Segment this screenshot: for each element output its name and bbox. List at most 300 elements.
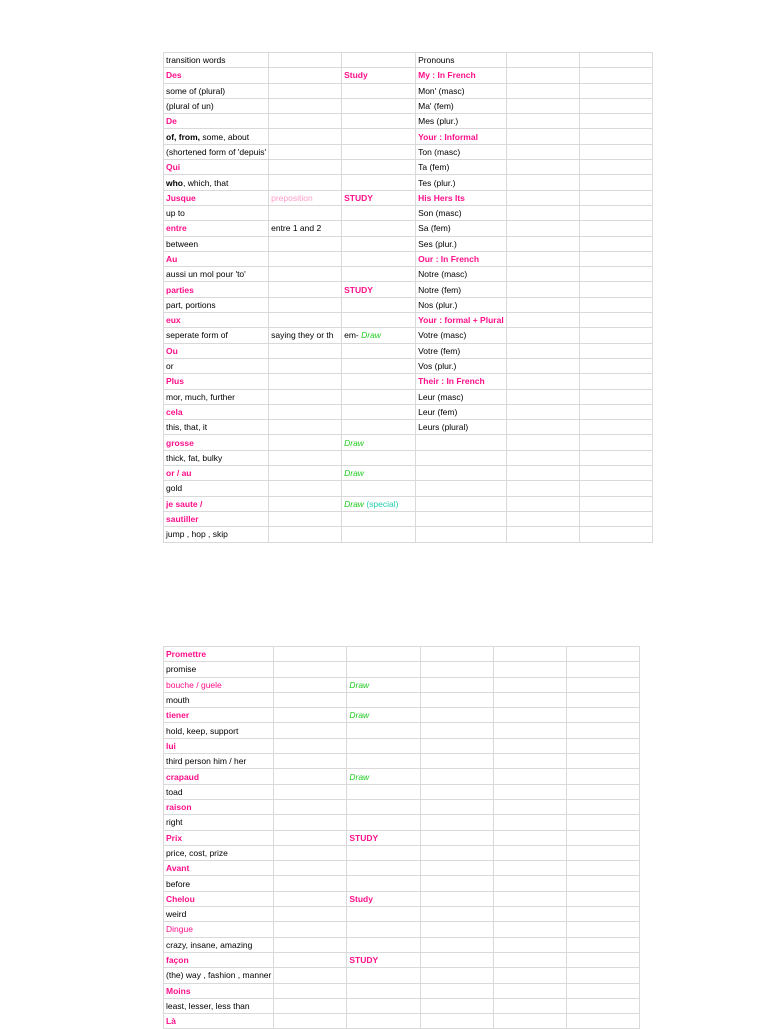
cell[interactable] [506,358,579,373]
cell[interactable] [342,98,416,113]
cell[interactable] [342,267,416,282]
cell[interactable] [494,998,567,1013]
cell[interactable]: mor, much, further [164,389,269,404]
cell[interactable] [347,815,421,830]
cell[interactable] [494,769,567,784]
cell[interactable]: Study [347,891,421,906]
cell[interactable]: Ma' (fem) [416,98,507,113]
cell[interactable]: bouche / guele [164,677,274,692]
cell[interactable] [274,845,347,860]
cell[interactable] [342,374,416,389]
cell[interactable] [494,784,567,799]
cell[interactable] [494,738,567,753]
cell[interactable] [567,876,640,891]
cell[interactable]: Our : In French [416,251,507,266]
cell[interactable] [494,937,567,952]
cell[interactable] [342,496,416,511]
cell[interactable] [342,527,416,542]
cell[interactable] [274,998,347,1013]
cell[interactable] [567,647,640,662]
cell[interactable]: Plus [164,374,269,389]
cell[interactable] [506,389,579,404]
cell[interactable] [347,983,421,998]
cell[interactable] [494,876,567,891]
cell[interactable] [579,481,652,496]
cell[interactable]: price, cost, prize [164,845,274,860]
cell[interactable]: right [164,815,274,830]
cell[interactable] [579,175,652,190]
cell[interactable] [567,861,640,876]
cell[interactable] [506,221,579,236]
cell[interactable] [421,799,494,814]
cell[interactable] [506,236,579,251]
cell[interactable] [164,175,269,190]
cell[interactable] [274,907,347,922]
cell[interactable] [567,830,640,845]
cell[interactable]: transition words [164,53,269,68]
cell[interactable]: Leurs (plural) [416,420,507,435]
cell[interactable] [269,343,342,358]
cell[interactable]: toad [164,784,274,799]
cell[interactable] [567,799,640,814]
cell[interactable] [269,68,342,83]
cell[interactable] [579,190,652,205]
cell[interactable]: or [164,358,269,373]
cell[interactable] [494,677,567,692]
cell[interactable] [269,358,342,373]
cell[interactable] [269,98,342,113]
cell[interactable] [506,98,579,113]
cell[interactable]: My : In French [416,68,507,83]
cell[interactable]: Jusque [164,190,269,205]
cell[interactable]: some of (plural) [164,83,269,98]
cell[interactable] [416,511,507,526]
cell[interactable]: Nos (plur.) [416,297,507,312]
cell[interactable] [347,799,421,814]
cell[interactable] [421,1014,494,1029]
cell[interactable] [274,815,347,830]
cell[interactable] [567,769,640,784]
cell[interactable] [506,175,579,190]
cell[interactable] [274,922,347,937]
cell[interactable] [494,952,567,967]
cell[interactable] [567,1014,640,1029]
cell[interactable]: Votre (masc) [416,328,507,343]
cell[interactable]: Dingue [164,922,274,937]
cell[interactable] [269,466,342,481]
cell[interactable]: Des [164,68,269,83]
cell[interactable] [579,511,652,526]
cell[interactable] [494,723,567,738]
cell[interactable] [269,144,342,159]
cell[interactable] [416,466,507,481]
cell[interactable]: aussi un mol pour 'to' [164,267,269,282]
cell[interactable] [579,129,652,144]
cell[interactable] [269,53,342,68]
cell[interactable] [579,68,652,83]
cell[interactable] [579,144,652,159]
cell[interactable] [567,677,640,692]
cell[interactable] [347,723,421,738]
cell[interactable] [269,175,342,190]
cell[interactable]: Là [164,1014,274,1029]
cell[interactable] [506,481,579,496]
cell[interactable] [274,861,347,876]
cell[interactable] [567,952,640,967]
cell[interactable] [579,53,652,68]
cell[interactable] [579,160,652,175]
cell[interactable]: gold [164,481,269,496]
cell[interactable]: STUDY [342,190,416,205]
cell[interactable] [421,937,494,952]
cell[interactable] [506,83,579,98]
cell[interactable]: third person him / her [164,754,274,769]
cell[interactable] [347,754,421,769]
cell[interactable]: Leur (masc) [416,389,507,404]
cell[interactable] [567,983,640,998]
cell[interactable] [342,53,416,68]
cell[interactable] [494,922,567,937]
cell[interactable]: entre 1 and 2 [269,221,342,236]
cell[interactable] [274,830,347,845]
cell[interactable] [506,297,579,312]
cell[interactable] [494,754,567,769]
cell[interactable] [506,160,579,175]
cell[interactable]: STUDY [347,952,421,967]
cell[interactable]: entre [164,221,269,236]
cell[interactable] [269,527,342,542]
cell[interactable] [274,677,347,692]
cell[interactable] [567,922,640,937]
cell[interactable] [506,282,579,297]
cell[interactable] [579,404,652,419]
cell[interactable]: Draw [347,769,421,784]
cell[interactable] [342,175,416,190]
cell[interactable]: or / au [164,466,269,481]
cell[interactable] [274,937,347,952]
cell[interactable]: façon [164,952,274,967]
cell[interactable] [506,435,579,450]
cell[interactable] [579,435,652,450]
cell[interactable]: Ton (masc) [416,144,507,159]
cell[interactable]: cela [164,404,269,419]
cell[interactable] [274,647,347,662]
cell[interactable] [506,328,579,343]
cell[interactable]: Their : In French [416,374,507,389]
cell[interactable] [269,374,342,389]
cell[interactable]: seperate form of [164,328,269,343]
cell[interactable] [567,968,640,983]
cell[interactable] [342,251,416,266]
cell[interactable] [347,861,421,876]
cell[interactable] [567,891,640,906]
cell[interactable] [416,527,507,542]
cell[interactable]: mouth [164,692,274,707]
cell[interactable] [269,129,342,144]
cell[interactable] [342,144,416,159]
cell[interactable] [416,450,507,465]
cell[interactable] [347,692,421,707]
cell[interactable] [494,845,567,860]
cell[interactable] [269,267,342,282]
cell[interactable] [494,861,567,876]
cell[interactable] [269,236,342,251]
cell[interactable] [494,983,567,998]
cell[interactable] [567,662,640,677]
cell[interactable] [579,466,652,481]
cell[interactable] [274,983,347,998]
cell[interactable] [494,799,567,814]
cell[interactable] [342,83,416,98]
cell[interactable]: Ta (fem) [416,160,507,175]
cell[interactable] [579,221,652,236]
cell[interactable] [269,83,342,98]
cell[interactable] [347,647,421,662]
cell[interactable] [421,815,494,830]
cell[interactable] [347,1014,421,1029]
cell[interactable]: Sa (fem) [416,221,507,236]
cell[interactable]: between [164,236,269,251]
cell[interactable]: Draw [342,466,416,481]
cell[interactable] [274,784,347,799]
cell[interactable]: Ses (plur.) [416,236,507,251]
cell[interactable] [274,799,347,814]
cell[interactable] [567,738,640,753]
cell[interactable] [494,662,567,677]
cell[interactable] [421,677,494,692]
cell[interactable]: saying they or th [269,328,342,343]
cell[interactable] [347,907,421,922]
cell[interactable] [274,952,347,967]
cell[interactable]: Mes (plur.) [416,114,507,129]
cell[interactable]: Draw [347,708,421,723]
cell[interactable] [506,144,579,159]
cell[interactable]: lui [164,738,274,753]
cell[interactable]: this, that, it [164,420,269,435]
cell[interactable] [567,723,640,738]
cell[interactable]: sautiller [164,511,269,526]
cell[interactable] [421,922,494,937]
cell[interactable] [506,343,579,358]
cell[interactable] [579,251,652,266]
cell[interactable] [274,708,347,723]
cell[interactable] [421,876,494,891]
cell[interactable] [416,435,507,450]
cell[interactable] [269,282,342,297]
cell[interactable]: Vos (plur.) [416,358,507,373]
cell[interactable] [579,205,652,220]
cell[interactable]: part, portions [164,297,269,312]
cell[interactable] [274,891,347,906]
cell[interactable] [269,114,342,129]
cell[interactable] [494,647,567,662]
cell[interactable] [421,907,494,922]
cell[interactable] [342,328,416,343]
cell[interactable]: Tes (plur.) [416,175,507,190]
cell[interactable] [274,769,347,784]
cell[interactable] [347,922,421,937]
cell[interactable] [342,404,416,419]
cell[interactable]: Promettre [164,647,274,662]
cell[interactable] [579,496,652,511]
cell[interactable]: STUDY [347,830,421,845]
cell[interactable] [506,374,579,389]
cell[interactable]: crapaud [164,769,274,784]
cell[interactable] [494,692,567,707]
cell[interactable] [506,114,579,129]
cell[interactable]: Chelou [164,891,274,906]
cell[interactable]: eux [164,313,269,328]
cell[interactable]: Your : Informal [416,129,507,144]
cell[interactable] [494,1014,567,1029]
cell[interactable] [506,420,579,435]
cell[interactable] [421,784,494,799]
cell[interactable] [269,389,342,404]
cell[interactable] [506,450,579,465]
cell[interactable] [274,662,347,677]
cell[interactable] [416,481,507,496]
cell[interactable] [506,466,579,481]
cell[interactable] [269,481,342,496]
cell[interactable]: raison [164,799,274,814]
cell[interactable] [506,496,579,511]
cell[interactable] [269,420,342,435]
cell[interactable]: crazy, insane, amazing [164,937,274,952]
cell[interactable]: Mon' (masc) [416,83,507,98]
cell[interactable] [274,692,347,707]
cell[interactable]: preposition [269,190,342,205]
cell[interactable] [421,723,494,738]
cell[interactable]: Pronouns [416,53,507,68]
cell[interactable] [342,114,416,129]
cell[interactable] [342,297,416,312]
cell[interactable] [269,205,342,220]
cell[interactable]: parties [164,282,269,297]
cell[interactable]: Au [164,251,269,266]
cell[interactable] [506,53,579,68]
cell[interactable] [342,205,416,220]
cell[interactable] [274,1014,347,1029]
cell[interactable] [274,876,347,891]
cell[interactable] [579,83,652,98]
cell[interactable] [579,313,652,328]
cell[interactable] [347,937,421,952]
cell[interactable]: (the) way , fashion , manner [164,968,274,983]
cell[interactable] [342,313,416,328]
cell[interactable] [579,389,652,404]
cell[interactable] [347,662,421,677]
cell[interactable] [579,98,652,113]
cell[interactable] [494,815,567,830]
cell[interactable]: Your : formal + Plural [416,313,507,328]
cell[interactable] [342,481,416,496]
cell[interactable] [421,861,494,876]
cell[interactable] [421,662,494,677]
cell[interactable] [342,221,416,236]
cell[interactable] [579,450,652,465]
cell[interactable]: Study [342,68,416,83]
cell[interactable] [269,496,342,511]
cell[interactable] [567,754,640,769]
cell[interactable] [421,968,494,983]
cell[interactable] [342,389,416,404]
cell[interactable] [579,527,652,542]
cell[interactable] [506,190,579,205]
cell[interactable] [269,160,342,175]
cell[interactable] [579,114,652,129]
cell[interactable] [274,738,347,753]
cell[interactable] [579,343,652,358]
cell[interactable]: Ou [164,343,269,358]
cell[interactable] [274,754,347,769]
cell[interactable] [342,450,416,465]
cell[interactable]: Notre (fem) [416,282,507,297]
cell[interactable]: least, lesser, less than [164,998,274,1013]
cell[interactable]: je saute / [164,496,269,511]
cell[interactable]: Prix [164,830,274,845]
cell[interactable] [506,404,579,419]
cell[interactable] [506,527,579,542]
cell[interactable] [269,511,342,526]
cell[interactable] [164,129,269,144]
cell[interactable]: Leur (fem) [416,404,507,419]
cell[interactable]: promise [164,662,274,677]
cell[interactable] [506,68,579,83]
cell[interactable]: Moins [164,983,274,998]
cell[interactable] [579,297,652,312]
cell[interactable] [567,784,640,799]
cell[interactable] [494,708,567,723]
cell[interactable]: De [164,114,269,129]
cell[interactable] [567,937,640,952]
cell[interactable] [421,708,494,723]
cell[interactable]: (plural of un) [164,98,269,113]
cell[interactable] [567,907,640,922]
cell[interactable] [274,968,347,983]
cell[interactable] [269,313,342,328]
cell[interactable] [347,784,421,799]
cell[interactable] [347,968,421,983]
cell[interactable] [579,420,652,435]
cell[interactable]: STUDY [342,282,416,297]
cell[interactable] [494,907,567,922]
cell[interactable]: Notre (masc) [416,267,507,282]
cell[interactable]: tiener [164,708,274,723]
cell[interactable]: (shortened form of 'depuis' [164,144,269,159]
cell[interactable] [579,282,652,297]
cell[interactable] [342,129,416,144]
cell[interactable] [494,968,567,983]
cell[interactable] [269,435,342,450]
cell[interactable]: Draw [342,435,416,450]
cell[interactable] [421,830,494,845]
cell[interactable]: Draw [347,677,421,692]
cell[interactable] [421,952,494,967]
cell[interactable] [567,692,640,707]
cell[interactable]: up to [164,205,269,220]
cell[interactable]: grosse [164,435,269,450]
cell[interactable] [567,998,640,1013]
cell[interactable] [347,845,421,860]
cell[interactable] [506,205,579,220]
cell[interactable] [494,830,567,845]
cell[interactable] [579,328,652,343]
cell[interactable]: before [164,876,274,891]
cell[interactable] [506,511,579,526]
cell[interactable]: hold, keep, support [164,723,274,738]
cell[interactable] [506,129,579,144]
cell[interactable] [342,358,416,373]
